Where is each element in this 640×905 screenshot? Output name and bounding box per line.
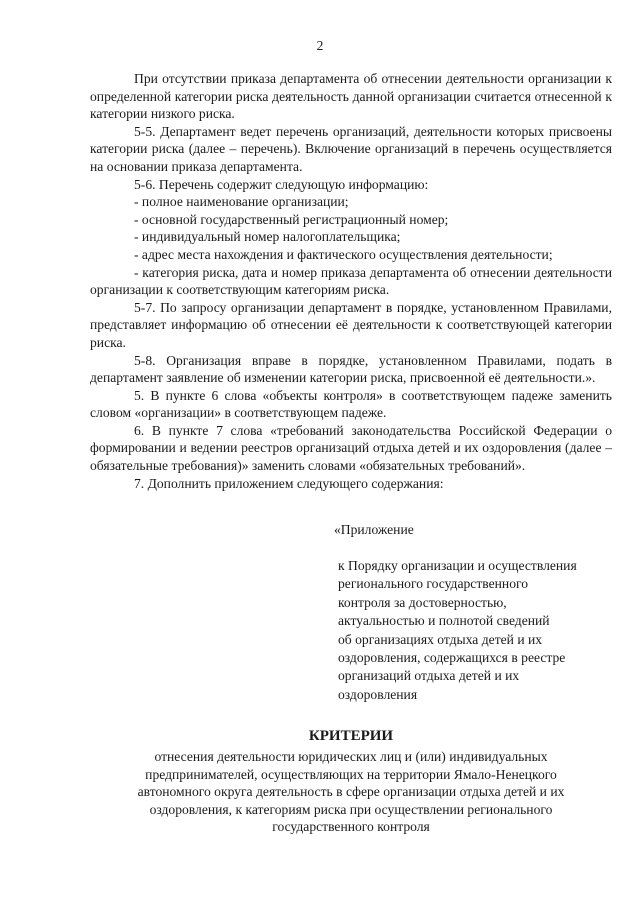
body-text <box>90 70 612 492</box>
body-paragraph: 7. Дополнить приложением следующего содержания: <box>134 475 444 491</box>
criteria-heading: КРИТЕРИИ <box>308 728 394 744</box>
body-paragraph: При отсутствии приказа департамента об отнесении деятельности организации к определенной категории риска деятельность данной организации считается отнесенной к категории низкого риска. <box>90 71 612 122</box>
body-paragraph: 5-6. Перечень содержит следующую информацию: <box>134 176 429 192</box>
criteria-subtitle <box>90 748 612 836</box>
appendix-reference-line: об организациях отдыха детей и их <box>338 631 543 647</box>
appendix-reference-line: регионального государственного <box>338 576 529 592</box>
appendix-reference-line: организаций отдыха детей и их <box>338 668 520 684</box>
criteria-subtitle-line: предпринимателей, осуществляющих на территории Ямало-Ненецкого <box>145 766 557 782</box>
appendix-reference-line: оздоровления, содержащихся в реестре <box>338 650 566 666</box>
body-paragraph: 6. В пункте 7 слова «требований законодательства Российской Федерации о формировании и ведении реестров организаций отдыха детей и их оздоровления (далее – обязательные требования)» заменить словами «обязательных требований». <box>90 422 612 474</box>
appendix-reference <box>338 557 608 704</box>
appendix-reference-line: актуальностью и полнотой сведений <box>338 613 550 629</box>
body-paragraph: 5-7. По запросу организации департамент в порядке, установленном Правилами, представляет информацию об отнесении её деятельности к соответствующей категории риска. <box>90 299 612 350</box>
body-paragraph: 5-8. Организация вправе в порядке, установленном Правилами, подать в департамент заявление об изменении категории риска, присвоенной её деятельности.». <box>90 352 612 386</box>
body-paragraph: - основной государственный регистрационный номер; <box>134 211 449 227</box>
body-paragraph: 5. В пункте 6 слова «объекты контроля» в соответствующем падеже заменить словом «организации» в соответствующем падеже. <box>90 387 612 421</box>
appendix-reference-line: к Порядку организации и осуществления <box>338 558 577 573</box>
appendix-reference-line: оздоровления <box>338 686 418 702</box>
appendix-reference-line: контроля за достоверностью, <box>338 594 507 610</box>
body-paragraph: - полное наименование организации; <box>134 194 349 210</box>
body-paragraph: - адрес места нахождения и фактического осуществления деятельности; <box>134 246 553 262</box>
appendix-title: «Приложение <box>334 522 414 537</box>
body-paragraph: - категория риска, дата и номер приказа департамента об отнесении деятельности организации к соответствующим категориям риска. <box>90 264 612 298</box>
page-number: 2 <box>316 38 324 53</box>
body-paragraph: - индивидуальный номер налогоплательщика; <box>134 229 401 245</box>
criteria-subtitle-line: автономного округа деятельность в сфере организации отдыха детей и их <box>137 784 565 800</box>
criteria-subtitle-line: отнесения деятельности юридических лиц и (или) индивидуальных <box>154 749 548 764</box>
criteria-subtitle-line: оздоровления, к категориям риска при осуществлении регионального <box>149 801 553 817</box>
criteria-subtitle-line: государственного контроля <box>272 819 430 835</box>
body-paragraph: 5-5. Департамент ведет перечень организаций, деятельности которых присвоены категории риска (далее – перечень). Включение организаций в перечень осуществляется на основании приказа департамента. <box>90 123 612 174</box>
